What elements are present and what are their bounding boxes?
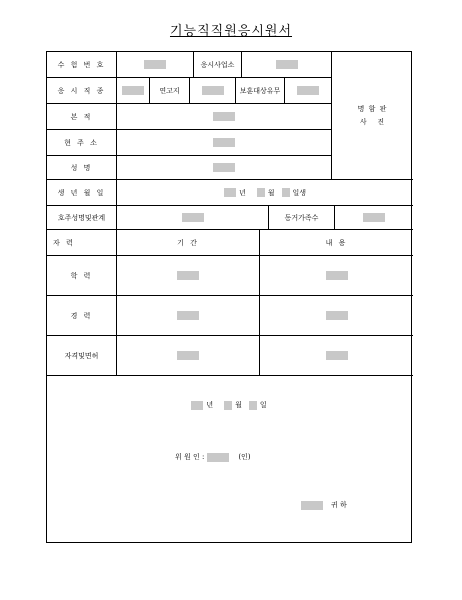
license-content-field[interactable] [260, 336, 413, 376]
label-history: 자 력 [47, 230, 117, 256]
label-address: 현 주 소 [47, 130, 117, 156]
birth-year-field[interactable] [224, 188, 236, 197]
birth-month-unit: 월 [267, 188, 275, 197]
date-day-unit: 일 [259, 401, 267, 409]
application-form [46, 51, 412, 543]
exam-no-field[interactable] [117, 52, 194, 78]
recipient-suffix: 귀 하 [331, 501, 347, 509]
recipient-field[interactable] [301, 501, 323, 510]
label-field: 응 시 직 종 [47, 78, 117, 104]
disability-field[interactable] [285, 78, 332, 104]
date-month-field[interactable] [224, 401, 232, 410]
recipient-line [301, 500, 347, 510]
label-exam-no: 수 험 번 호 [47, 52, 117, 78]
birth-day-unit: 일생 [292, 188, 307, 197]
career-period-field[interactable] [117, 296, 260, 336]
career-content-field[interactable] [260, 296, 413, 336]
date-month-unit: 월 [235, 401, 242, 409]
label-domicile: 본 적 [47, 104, 117, 130]
signature-line [175, 452, 251, 462]
family-field[interactable] [335, 206, 413, 230]
birth-year-unit: 년 [238, 188, 246, 197]
name-field[interactable] [117, 156, 332, 180]
label-age: 연고지 [150, 78, 190, 104]
license-period-field[interactable] [117, 336, 260, 376]
exam-office-field[interactable] [242, 52, 332, 78]
domicile-field[interactable] [117, 104, 332, 130]
label-period: 기 간 [117, 230, 260, 256]
label-birth: 생 년 월 일 [47, 180, 117, 206]
label-disability: 보훈대상유무 [236, 78, 285, 104]
label-career: 경 력 [47, 296, 117, 336]
birth-day-field[interactable] [282, 188, 290, 197]
education-period-field[interactable] [117, 256, 260, 296]
label-head: 호주성명및관계 [47, 206, 117, 230]
education-content-field[interactable] [260, 256, 413, 296]
head-field[interactable] [117, 206, 269, 230]
label-exam-office: 응시사업소 [194, 52, 242, 78]
date-day-field[interactable] [249, 401, 257, 410]
seal-mark: (인) [238, 453, 251, 461]
date-year-unit: 년 [206, 401, 214, 409]
label-content: 내 용 [260, 230, 413, 256]
date-year-field[interactable] [191, 401, 203, 410]
birth-month-field[interactable] [257, 188, 265, 197]
label-family: 동거가족수 [269, 206, 335, 230]
signature-label: 위 원 인 : [175, 453, 205, 461]
application-date [47, 400, 411, 410]
photo-area: 명 함 판 사 진 [332, 52, 413, 180]
label-education: 학 력 [47, 256, 117, 296]
age-field[interactable] [190, 78, 236, 104]
label-license: 자격및면허 [47, 336, 117, 376]
applicant-name-field[interactable] [207, 453, 229, 462]
label-name: 성 명 [47, 156, 117, 180]
field-input[interactable] [117, 78, 150, 104]
form-title: 기능직직원응시원서 [169, 24, 293, 39]
address-field[interactable] [117, 130, 332, 156]
birth-field[interactable] [117, 180, 413, 206]
